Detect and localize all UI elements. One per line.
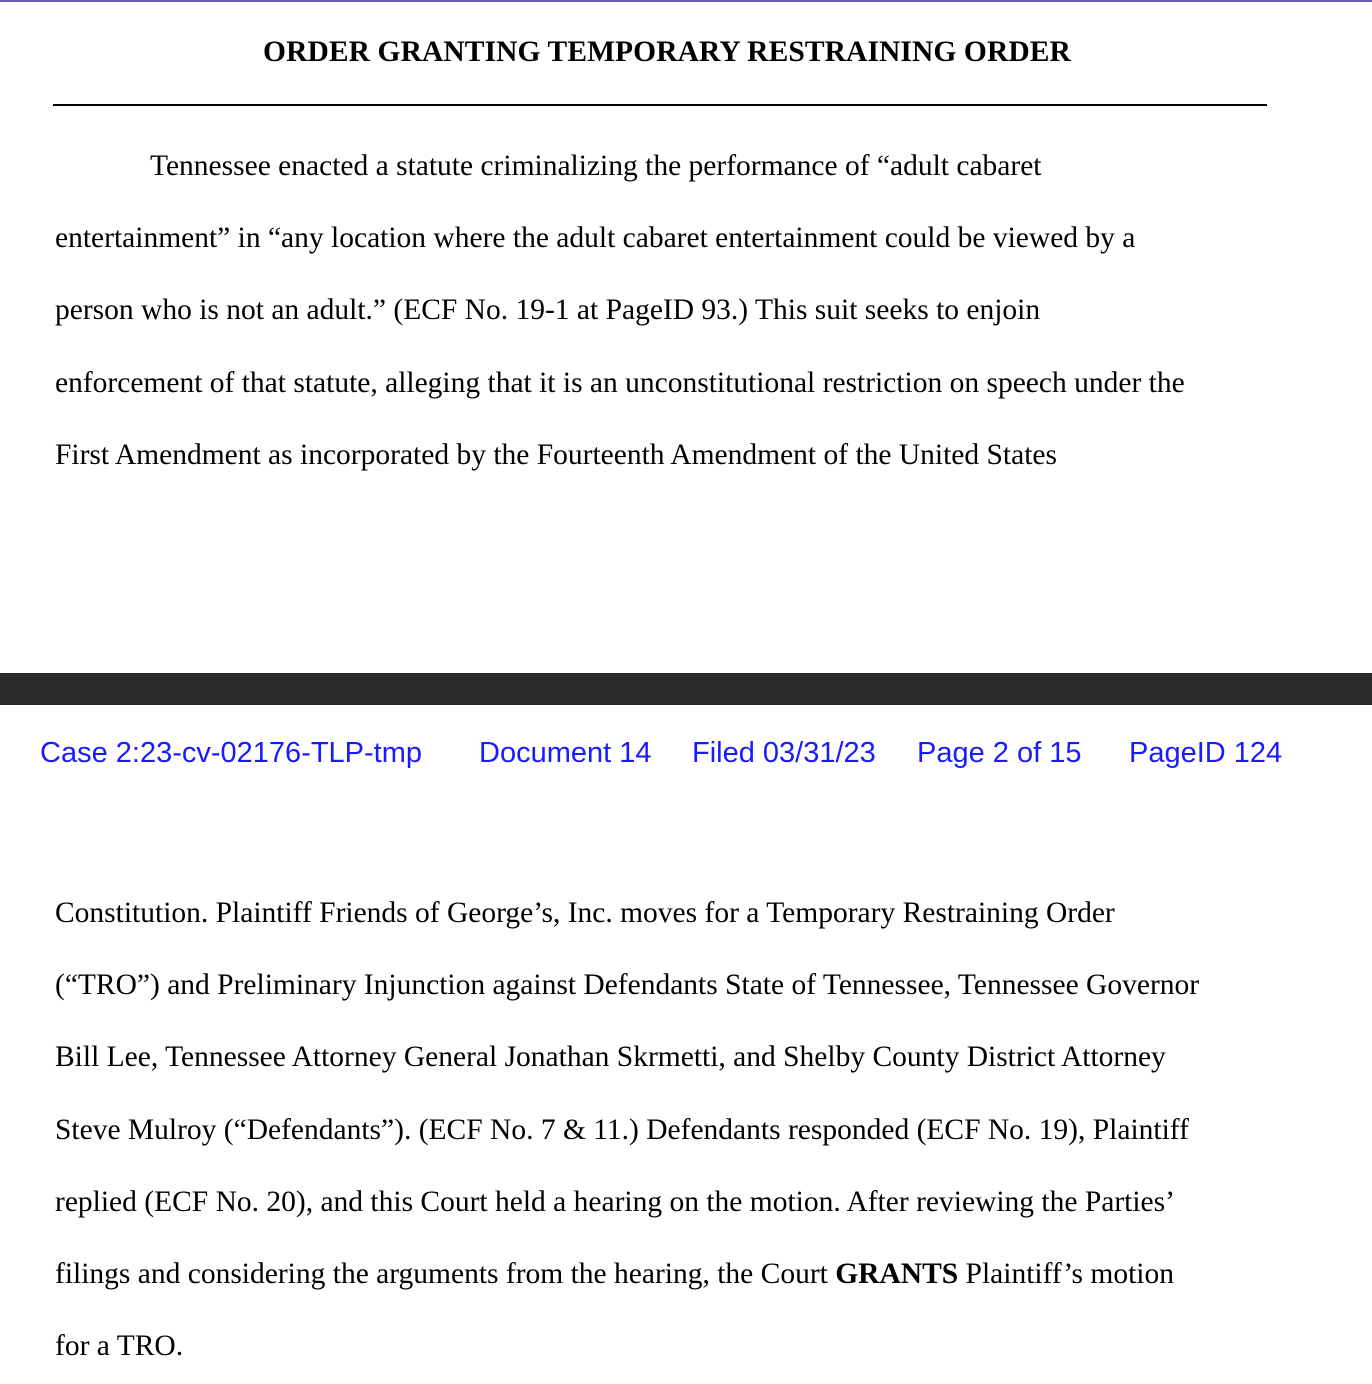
title-underline <box>53 104 1267 106</box>
paragraph-1-line: person who is not an adult.” (ECF No. 19-1 at PageID 93.) This suit seeks to enjoin <box>55 294 1041 327</box>
document-number: Document 14 <box>479 737 652 769</box>
paragraph-2-line: replied (ECF No. 20), and this Court held a hearing on the motion. After reviewing the Parties’ <box>55 1185 1175 1218</box>
paragraph-2-line: Constitution. Plaintiff Friends of George’s, Inc. moves for a Temporary Restraining Order <box>55 897 1115 929</box>
paragraph-1-line: Tennessee enacted a statute criminalizing the performance of “adult cabaret <box>150 150 1042 182</box>
paragraph-2-line: (“TRO”) and Preliminary Injunction against Defendants State of Tennessee, Tennessee Governor <box>55 969 1200 1002</box>
case-number: Case 2:23-cv-02176-TLP-tmp <box>40 737 422 769</box>
page-id: PageID 124 <box>1129 737 1283 769</box>
paragraph-2-final-line: for a TRO. <box>55 1330 184 1363</box>
grants-line-after: Plaintiff’s motion <box>958 1257 1174 1290</box>
paragraph-1-line: First Amendment as incorporated by the Fourteenth Amendment of the United States <box>55 438 1057 471</box>
page-break-divider <box>0 673 1372 705</box>
grants-emphasis: GRANTS <box>835 1257 959 1290</box>
order-title: ORDER GRANTING TEMPORARY RESTRAINING ORDER <box>263 36 1071 68</box>
page-number: Page 2 of 15 <box>917 737 1082 769</box>
paragraph-2-line: Bill Lee, Tennessee Attorney General Jonathan Skrmetti, and Shelby County District Attorney <box>55 1041 1166 1074</box>
filed-date: Filed 03/31/23 <box>692 737 876 769</box>
paragraph-2-line: Steve Mulroy (“Defendants”). (ECF No. 7 & 11.) Defendants responded (ECF No. 19), Plaintiff <box>55 1113 1189 1146</box>
paragraph-2-line-grants <box>55 1238 1199 1310</box>
paragraph-1-line: entertainment” in “any location where the adult cabaret entertainment could be viewed by a <box>55 222 1136 255</box>
paragraph-1-line: enforcement of that statute, alleging that it is an unconstitutional restriction on speech under the <box>55 366 1185 399</box>
paragraph-2 <box>55 877 1199 1382</box>
case-header <box>40 735 1282 771</box>
paragraph-1 <box>55 130 1185 491</box>
grants-line-before: filings and considering the arguments from the hearing, the Court <box>55 1257 836 1290</box>
